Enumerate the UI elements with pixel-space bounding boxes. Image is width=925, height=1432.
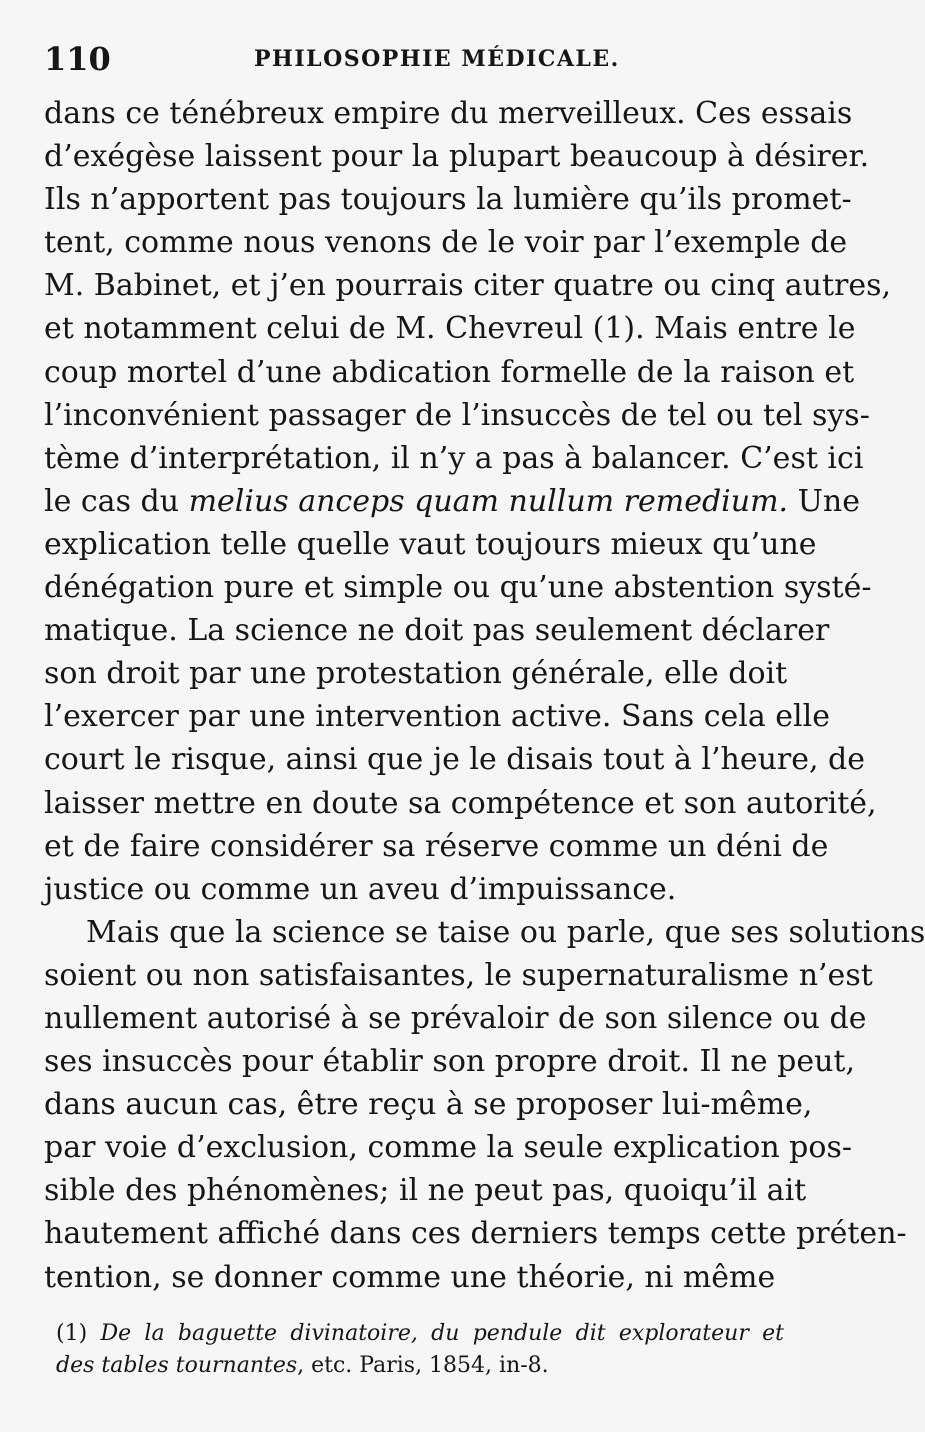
- text-line: dans ce ténébreux empire du merveilleux. Ces essais: [44, 96, 853, 131]
- text-line: et de faire considérer sa réserve comme un déni de: [44, 828, 829, 864]
- text-line: soient ou non satisfaisantes, le supernaturalisme n’est: [44, 957, 873, 993]
- text-line: nullement autorisé à se prévaloir de son silence ou de: [44, 1000, 867, 1036]
- body-text: [44, 92, 925, 1299]
- text-line: sible des phénomènes; il ne peut pas, quoiqu’il ait: [44, 1173, 807, 1209]
- footnote-title-italic-2: des tables tournantes: [56, 1353, 298, 1378]
- page-header: [44, 40, 760, 80]
- text-line: matique. La science ne doit pas seulement déclarer: [44, 613, 830, 649]
- text-line: laisser mettre en doute sa compétence et son autorité,: [44, 785, 877, 821]
- running-title: PHILOSOPHIE MÉDICALE.: [254, 46, 620, 72]
- footnote-title-italic: De la baguette divinatoire, du pendule dit explorateur et: [100, 1321, 784, 1346]
- text-line: son droit par une protestation générale, elle doit: [44, 656, 788, 692]
- footnote: [56, 1318, 784, 1382]
- page-number: 110: [44, 40, 111, 78]
- text-line: M. Babinet, et j’en pourrais citer quatre ou cinq autres,: [44, 268, 892, 304]
- text-line: dénégation pure et simple ou qu’une abstention systé-: [44, 570, 872, 606]
- text-line: d’exégèse laissent pour la plupart beaucoup à désirer.: [44, 139, 870, 175]
- text-line: explication telle quelle vaut toujours mieux qu’une: [44, 526, 817, 562]
- text-line: court le risque, ainsi que je le disais tout à l’heure, de: [44, 742, 866, 778]
- text-line: tent, comme nous venons de le voir par l’exemple de: [44, 225, 848, 261]
- text-line: ses insuccès pour établir son propre droit. Il ne peut,: [44, 1044, 855, 1080]
- footnote-line-1: (1) De la baguette divinatoire, du pendule dit explorateur et: [56, 1321, 784, 1346]
- text-line: tème d’interprétation, il n’y a pas à balancer. C’est ici: [44, 440, 864, 476]
- text-line: hautement affiché dans ces derniers temps cette préten-: [44, 1216, 907, 1252]
- text-line: coup mortel d’une abdication formelle de la raison et: [44, 354, 855, 390]
- text-line: l’inconvénient passager de l’insuccès de tel ou tel sys-: [44, 397, 870, 433]
- text-line: justice ou comme un aveu d’impuissance.: [44, 871, 677, 907]
- text-line: Mais que la science se taise ou parle, que ses solutions: [86, 914, 925, 950]
- text-line: dans aucun cas, être reçu à se proposer lui-même,: [44, 1087, 813, 1123]
- paragraph-2: [44, 911, 925, 1299]
- paragraph-1: [44, 92, 892, 911]
- text-line: l’exercer par une intervention active. Sans cela elle: [44, 699, 830, 735]
- text-line: le cas du melius anceps quam nullum remedium. Une: [44, 483, 860, 519]
- text-line: tention, se donner comme une théorie, ni même: [44, 1259, 776, 1295]
- footnote-line-2: des tables tournantes, etc. Paris, 1854, in-8.: [56, 1353, 549, 1378]
- text-line: Ils n’apportent pas toujours la lumière qu’ils promet-: [44, 182, 852, 218]
- latin-phrase: melius anceps quam nullum remedium.: [188, 483, 789, 519]
- text-line: et notamment celui de M. Chevreul (1). Mais entre le: [44, 311, 856, 347]
- text-line: par voie d’exclusion, comme la seule explication pos-: [44, 1130, 852, 1166]
